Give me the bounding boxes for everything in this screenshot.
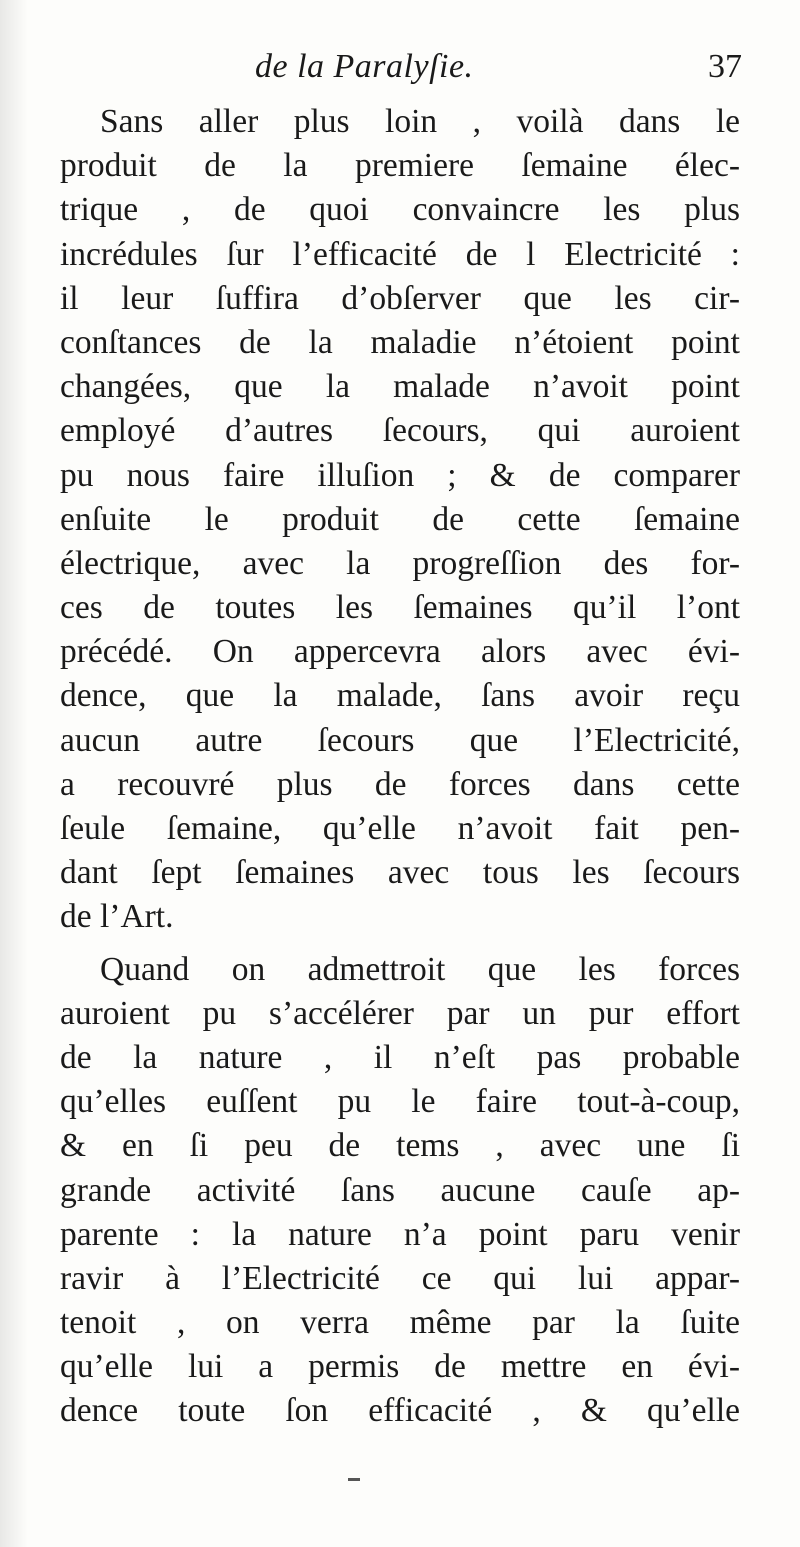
text-line: électrique, avec la progreſſion des for- [60,544,740,582]
text-line: ravir à l’Electricité ce qui lui appar- [60,1259,740,1297]
text-line: dant ſept ſemaines avec tous les ſecours [60,854,740,892]
text-line: tenoit , on verra même par la ſuite [60,1304,740,1342]
page-number: 37 [708,48,742,85]
text-line: enſuite le produit de cette ſemaine [60,500,740,538]
text-line: produit de la premiere ſemaine élec- [60,147,740,185]
running-head: de la Paralyſie. [255,48,474,85]
paragraph-gap [60,940,740,948]
text-line: Quand on admettroit que les forces [100,950,740,988]
text-line: dence, que la malade, ſans avoir reçu [60,677,740,715]
body-text [60,100,740,1434]
text-line: Sans aller plus loin , voilà dans le [100,103,740,140]
text-line: trique , de quoi convaincre les plus [60,191,740,229]
text-line: ſeule ſemaine, qu’elle n’avoit fait pen- [60,810,740,847]
binding-shadow [0,0,28,1547]
text-line: ces de toutes les ſemaines qu’il l’ont [60,589,740,627]
text-line: parente : la nature n’a point paru venir [60,1215,740,1253]
text-line: dence toute ſon efficacité , & qu’elle [60,1392,740,1430]
page-header [60,48,750,98]
text-line: changées, que la malade n’avoit point [60,368,740,406]
text-line: aucun autre ſecours que l’Electricité, [60,721,740,759]
text-line: incrédules ſur l’efficacité de l Electricité : [60,235,740,273]
text-line: a recouvré plus de forces dans cette [60,765,740,803]
text-line: qu’elles euſſent pu le faire tout-à-coup, [60,1083,740,1121]
text-line: de l’Art. [60,898,174,936]
text-line: auroient pu s’accélérer par un pur effort [60,994,740,1032]
text-line: il leur ſuffira d’obſerver que les cir- [60,279,740,317]
text-line: de la nature , il n’eſt pas probable [60,1038,740,1076]
ink-mark [348,1478,360,1481]
text-line: qu’elle lui a permis de mettre en évi- [60,1348,740,1386]
text-line: grande activité ſans aucune cauſe ap- [60,1171,740,1209]
text-line: & en ſi peu de tems , avec une ſi [60,1127,740,1165]
text-line: conſtances de la maladie n’étoient point [60,323,740,361]
text-line: pu nous faire illuſion ; & de comparer [60,456,740,494]
text-line: précédé. On appercevra alors avec évi- [60,633,740,671]
text-line: employé d’autres ſecours, qui auroient [60,412,740,450]
